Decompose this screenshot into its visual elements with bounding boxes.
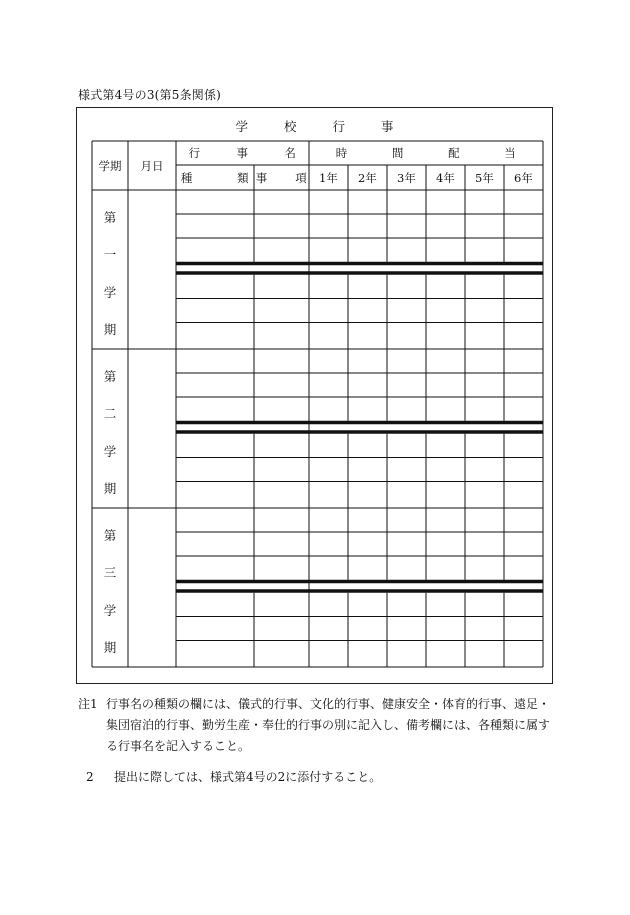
header-month-day: 月日 <box>140 158 164 173</box>
term-1-char: 第 <box>103 210 117 225</box>
term-2-char: 二 <box>103 406 117 422</box>
header-grade-5: 5年 <box>475 170 494 185</box>
note-2-text: 提出に際しては、様式第4号の2に添付すること。 <box>114 770 382 784</box>
header-item-char: 事 <box>255 170 268 185</box>
table-title-char: 事 <box>381 119 394 134</box>
header-time-allocation-char: 時 <box>335 146 348 160</box>
table-title-char: 学 <box>235 119 248 134</box>
form-reference: 様式第4号の3(第5条関係) <box>78 88 222 102</box>
term-3-char: 学 <box>103 602 117 618</box>
note-2-label: 2 <box>86 770 94 784</box>
term-3-char: 期 <box>103 639 117 655</box>
header-grade-2: 2年 <box>358 170 377 185</box>
term-1-char: 学 <box>103 284 117 300</box>
header-type-char: 種 <box>180 170 193 185</box>
note-1-text: 行事名の種類の欄には、儀式的行事、文化的行事、健康安全・体育的行事、遠足・集団宿泊的行事、勤労生産・奉仕的行事の別に記入し、備考欄には、各種類に属する行事名を記入すること。 <box>106 697 551 753</box>
header-event-name-char: 行 <box>188 146 201 160</box>
header-type-char: 類 <box>237 170 249 185</box>
header-time-allocation-char: 配 <box>448 146 460 160</box>
header-time-allocation-char: 間 <box>391 146 404 160</box>
table-title-char: 行 <box>332 119 346 134</box>
header-grade-4: 4年 <box>436 170 455 185</box>
term-3-char: 第 <box>103 528 117 543</box>
term-3-char: 三 <box>103 565 117 581</box>
header-time-allocation-char: 当 <box>504 146 516 160</box>
header-event-name-char: 名 <box>284 146 296 160</box>
term-1-char: 一 <box>103 247 117 263</box>
table-title-char: 校 <box>283 119 297 134</box>
header-term: 学期 <box>98 158 122 173</box>
header-grade-6: 6年 <box>514 170 533 185</box>
note-1 <box>78 694 558 757</box>
term-2-char: 学 <box>103 443 117 459</box>
term-2-char: 第 <box>103 369 117 384</box>
header-grade-1: 1年 <box>319 170 338 185</box>
notes <box>78 694 558 788</box>
term-1-char: 期 <box>103 321 117 337</box>
header-grade-3: 3年 <box>397 170 416 185</box>
note-1-label: 注1 <box>78 697 98 711</box>
header-event-name-char: 事 <box>236 146 248 160</box>
term-2-char: 期 <box>103 480 117 496</box>
note-2 <box>78 767 558 788</box>
header-item-char: 項 <box>295 170 307 185</box>
